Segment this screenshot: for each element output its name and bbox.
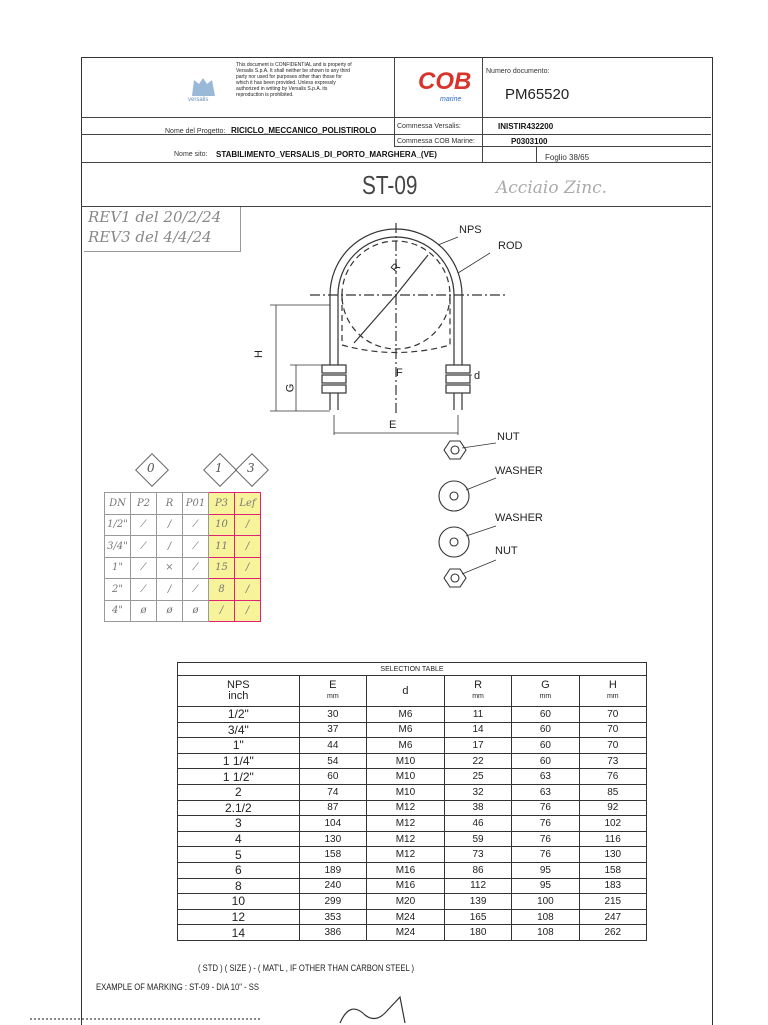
table-row	[178, 862, 647, 878]
hw-cell: ⁄	[131, 514, 157, 536]
selection-table-body	[178, 707, 647, 941]
table-cell: 262	[579, 925, 646, 941]
hw-cell: /	[157, 536, 183, 558]
rev-mark-0: 0	[147, 461, 155, 475]
table-cell: 86	[444, 862, 511, 878]
table-cell: M12	[367, 816, 445, 832]
table-row	[178, 738, 647, 754]
hw-cell: /	[157, 579, 183, 601]
title-block-line	[394, 57, 395, 146]
hw-header-row	[105, 493, 261, 515]
hw-cell: ⁄	[183, 536, 209, 558]
handwritten-table	[104, 492, 261, 622]
table-cell: 353	[299, 909, 366, 925]
table-cell: 70	[579, 722, 646, 738]
table-cell: 2	[178, 784, 300, 800]
hw-cell: ×	[157, 557, 183, 579]
table-cell: 386	[299, 925, 366, 941]
selection-table	[177, 662, 647, 941]
title-block-line	[81, 117, 711, 118]
table-cell: 76	[579, 769, 646, 785]
table-row	[178, 878, 647, 894]
label-e: E	[389, 419, 397, 431]
table-cell: 70	[579, 707, 646, 723]
site-label: Nome sito:	[174, 151, 208, 158]
hw-cell: 8	[209, 579, 235, 601]
hw-cell: /	[235, 557, 261, 579]
hw-row	[105, 536, 261, 558]
table-cell: 247	[579, 909, 646, 925]
table-cell: M6	[367, 722, 445, 738]
label-nut-top: NUT	[497, 431, 520, 443]
table-cell: 299	[299, 894, 366, 910]
table-cell: 215	[579, 894, 646, 910]
hw-cell: ø	[131, 600, 157, 622]
table-cell: M10	[367, 753, 445, 769]
title-block-line	[482, 57, 483, 162]
table-cell: 32	[444, 784, 511, 800]
table-cell: 46	[444, 816, 511, 832]
table-cell: 4	[178, 831, 300, 847]
doc-number-label: Numero documento:	[486, 68, 550, 75]
sheet-number: Foglio 38/65	[545, 153, 590, 162]
hw-cell: 3/4"	[105, 536, 131, 558]
table-row	[178, 784, 647, 800]
selection-table-title: SELECTION TABLE	[178, 663, 647, 676]
table-cell: 100	[512, 894, 579, 910]
col-unit: mm	[327, 693, 339, 700]
table-row	[178, 707, 647, 723]
table-cell: 59	[444, 831, 511, 847]
marking-legend: ( STD ) ( SIZE ) - ( MAT'L , IF OTHER THAN CARBON STEEL )	[198, 963, 415, 973]
table-cell: 70	[579, 738, 646, 754]
hw-cell: 1/2"	[105, 514, 131, 536]
label-rod: ROD	[498, 240, 523, 252]
table-cell: 54	[299, 753, 366, 769]
table-cell: 189	[299, 862, 366, 878]
table-cell: 85	[579, 784, 646, 800]
label-r: R	[388, 261, 404, 275]
table-cell: 108	[512, 925, 579, 941]
label-nut-bottom: NUT	[495, 545, 518, 557]
col-header-r	[444, 676, 511, 707]
table-cell: 139	[444, 894, 511, 910]
col-header-h	[579, 676, 646, 707]
table-row	[178, 831, 647, 847]
table-cell: 87	[299, 800, 366, 816]
table-cell: 12	[178, 909, 300, 925]
table-row	[178, 753, 647, 769]
col-name: H	[608, 679, 617, 691]
col-unit: mm	[472, 693, 484, 700]
commessa-versalis-label: Commessa Versalis:	[397, 123, 461, 130]
table-cell: M10	[367, 769, 445, 785]
hw-cell: ø	[157, 600, 183, 622]
bottom-scribble	[30, 1018, 260, 1020]
table-cell: 108	[512, 909, 579, 925]
hw-cell: 10	[209, 514, 235, 536]
title-block-line	[536, 146, 537, 162]
table-cell: M12	[367, 831, 445, 847]
table-cell: 11	[444, 707, 511, 723]
table-cell: 130	[299, 831, 366, 847]
col-header-g	[512, 676, 579, 707]
table-cell: M6	[367, 707, 445, 723]
table-cell: 37	[299, 722, 366, 738]
table-cell: 116	[579, 831, 646, 847]
table-cell: 76	[512, 800, 579, 816]
table-cell: M24	[367, 925, 445, 941]
table-cell: 14	[444, 722, 511, 738]
table-cell: 95	[512, 878, 579, 894]
table-cell: 76	[512, 831, 579, 847]
table-cell: 1"	[178, 738, 300, 754]
table-cell: 112	[444, 878, 511, 894]
hw-cell: 2"	[105, 579, 131, 601]
table-cell: 60	[299, 769, 366, 785]
selection-table-header	[178, 676, 647, 707]
table-cell: M12	[367, 800, 445, 816]
revision-1: REV1 del 20/2/24	[88, 208, 222, 226]
table-row	[178, 909, 647, 925]
table-cell: 3/4"	[178, 722, 300, 738]
hw-row	[105, 579, 261, 601]
title-block-line	[81, 162, 711, 163]
hw-row	[105, 557, 261, 579]
table-cell: 60	[512, 753, 579, 769]
col-name: E	[329, 679, 337, 691]
commessa-cob-label: Commessa COB Marine:	[397, 138, 475, 145]
table-cell: M16	[367, 862, 445, 878]
table-cell: 14	[178, 925, 300, 941]
table-cell: 2.1/2	[178, 800, 300, 816]
title-block-line	[394, 146, 711, 147]
table-cell: 73	[579, 753, 646, 769]
col-header-e	[299, 676, 366, 707]
confidentiality-note: This document is CONFIDENTIAL and is property of Versalis S.p.A. It shall neither be shown to any third party nor used for purposes other than those for which it has been provided. Unless expressly authorized in writing by Versalis S.p.A. its reproduction is prohibited.	[236, 62, 352, 98]
cob-logo-sub: marine	[440, 96, 462, 103]
table-row	[178, 925, 647, 941]
hw-cell: ⁄	[131, 579, 157, 601]
cob-logo-text: COB	[418, 68, 472, 95]
hw-cell: /	[235, 600, 261, 622]
hw-header: DN	[105, 493, 131, 515]
table-cell: 8	[178, 878, 300, 894]
label-washer-top: WASHER	[495, 465, 543, 477]
hw-cell: /	[209, 600, 235, 622]
signature	[330, 995, 450, 1024]
u-bolt-drawing	[250, 215, 530, 435]
drawing-code: ST-09	[362, 170, 418, 200]
project-name: RICICLO_MECCANICO_POLISTIROLO	[231, 126, 377, 135]
table-cell: 3	[178, 816, 300, 832]
label-d: d	[474, 370, 481, 382]
table-cell: 180	[444, 925, 511, 941]
table-cell: M10	[367, 784, 445, 800]
table-row	[178, 816, 647, 832]
table-cell: 60	[512, 722, 579, 738]
col-unit: mm	[539, 693, 552, 700]
table-row	[178, 847, 647, 863]
hw-header: P3	[209, 493, 235, 515]
hw-cell: 11	[209, 536, 235, 558]
versalis-logo-text: versalis	[188, 97, 209, 103]
table-cell: 6	[178, 862, 300, 878]
table-cell: 17	[444, 738, 511, 754]
table-cell: M12	[367, 847, 445, 863]
hw-cell: /	[235, 514, 261, 536]
table-cell: 38	[444, 800, 511, 816]
project-label: Nome del Progetto:	[165, 128, 226, 135]
table-cell: M20	[367, 894, 445, 910]
table-cell: 102	[579, 816, 646, 832]
hw-cell: /	[235, 536, 261, 558]
hw-header: P2	[131, 493, 157, 515]
table-cell: 165	[444, 909, 511, 925]
table-cell: 5	[178, 847, 300, 863]
versalis-logo	[186, 70, 222, 106]
table-cell: 76	[512, 847, 579, 863]
hw-header: Lef	[235, 493, 261, 515]
table-cell: 183	[579, 878, 646, 894]
table-cell: 60	[512, 707, 579, 723]
table-row	[178, 800, 647, 816]
revision-box	[84, 207, 241, 252]
table-cell: 1/2"	[178, 707, 300, 723]
table-cell: M16	[367, 878, 445, 894]
table-cell: 30	[299, 707, 366, 723]
label-washer-bottom: WASHER	[495, 512, 543, 524]
hw-cell: /	[235, 579, 261, 601]
table-cell: 158	[299, 847, 366, 863]
table-cell: 95	[512, 862, 579, 878]
hw-cell: 1"	[105, 557, 131, 579]
commessa-versalis: INISTIR432200	[498, 122, 554, 131]
table-cell: M6	[367, 738, 445, 754]
table-cell: 92	[579, 800, 646, 816]
hw-cell: /	[157, 514, 183, 536]
table-cell: 158	[579, 862, 646, 878]
col-name: G	[541, 679, 550, 691]
hw-cell: ⁄	[131, 557, 157, 579]
hw-cell: ⁄	[183, 579, 209, 601]
label-nps: NPS	[459, 224, 482, 236]
doc-number: PM65520	[505, 86, 570, 103]
col-unit: inch	[228, 690, 249, 702]
commessa-cob: P0303100	[511, 137, 548, 146]
hw-cell: ⁄	[131, 536, 157, 558]
label-g: G	[284, 383, 297, 393]
hw-row	[105, 600, 261, 622]
rev-mark-3: 3	[247, 461, 255, 475]
table-row	[178, 894, 647, 910]
table-cell: 130	[579, 847, 646, 863]
rev-mark-1: 1	[215, 461, 223, 475]
col-unit: mm	[606, 693, 619, 700]
table-cell: 1 1/4"	[178, 753, 300, 769]
hw-cell: ⁄	[183, 557, 209, 579]
col-name: d	[402, 684, 409, 697]
site-name: STABILIMENTO_VERSALIS_DI_PORTO_MARGHERA_(VE)	[216, 150, 437, 159]
table-cell: 25	[444, 769, 511, 785]
cob-marine-logo	[418, 68, 472, 108]
table-cell: 60	[512, 738, 579, 754]
hw-cell: ⁄	[183, 514, 209, 536]
table-cell: 44	[299, 738, 366, 754]
table-cell: 22	[444, 753, 511, 769]
hw-cell: ø	[183, 600, 209, 622]
revision-3: REV3 del 4/4/24	[88, 228, 212, 246]
table-cell: 1 1/2"	[178, 769, 300, 785]
col-name: NPS	[227, 679, 250, 691]
col-name: R	[474, 679, 483, 691]
label-f: F	[396, 367, 403, 379]
hw-header: P01	[183, 493, 209, 515]
table-cell: 10	[178, 894, 300, 910]
table-cell: 73	[444, 847, 511, 863]
col-header-nps	[178, 676, 300, 707]
hw-header: R	[157, 493, 183, 515]
label-h: H	[252, 350, 265, 358]
table-row	[178, 722, 647, 738]
table-cell: 76	[512, 816, 579, 832]
table-cell: 63	[512, 784, 579, 800]
hw-cell: 4"	[105, 600, 131, 622]
hw-cell: 15	[209, 557, 235, 579]
table-cell: 104	[299, 816, 366, 832]
marking-example: EXAMPLE OF MARKING : ST-09 - DIA 10" - SS	[96, 982, 259, 992]
hw-row	[105, 514, 261, 536]
table-cell: 63	[512, 769, 579, 785]
material-note: Acciaio Zinc.	[496, 178, 608, 198]
table-cell: 240	[299, 878, 366, 894]
table-cell: M24	[367, 909, 445, 925]
col-header-d	[367, 676, 445, 707]
table-row	[178, 769, 647, 785]
table-cell: 74	[299, 784, 366, 800]
